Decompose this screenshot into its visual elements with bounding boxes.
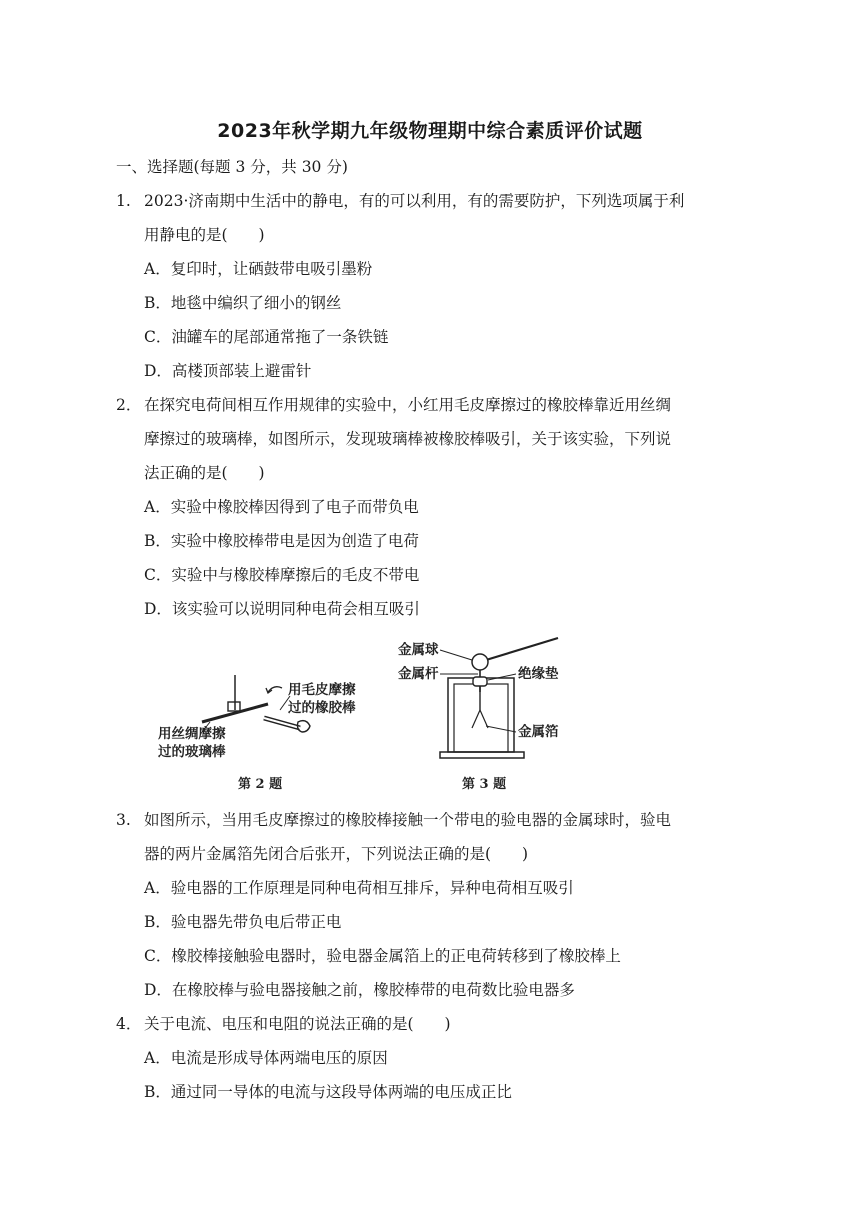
q2-option-a: A．实验中橡胶棒因得到了电子而带负电	[144, 498, 419, 516]
q1-option-d: D．高楼顶部装上避雷针	[144, 362, 312, 380]
rubber-rod-highlight	[264, 718, 300, 728]
label-insulating-pad: 绝缘垫	[518, 666, 559, 682]
metal-ball	[472, 654, 488, 670]
figure-2	[158, 675, 356, 792]
q3-stem-line2: 器的两片金属箔先闭合后张开，下列说法正确的是( )	[144, 845, 529, 863]
q2-number: 2．	[116, 396, 142, 414]
q4-stem-line1: 关于电流、电压和电阻的说法正确的是( )	[144, 1015, 451, 1033]
label-metal-rod: 金属杆	[398, 666, 439, 682]
q3-number: 3.	[116, 811, 131, 829]
section-heading: 一、选择题(每题 3 分，共 30 分)	[116, 158, 348, 176]
q2-stem-line2: 摩擦过的玻璃棒，如图所示，发现玻璃棒被橡胶棒吸引，关于该实验，下列说	[144, 430, 672, 448]
touching-rod	[486, 638, 558, 660]
q1-number: 1.	[116, 192, 131, 210]
q1-option-b: B．地毯中编织了细小的钢丝	[144, 294, 342, 312]
exam-title: 2023年秋学期九年级物理期中综合素质评价试题	[217, 120, 643, 142]
q3-option-a: A．验电器的工作原理是同种电荷相互排斥，异种电荷相互吸引	[144, 879, 574, 897]
q4-number: 4．	[116, 1015, 142, 1033]
q1-stem-line2: 用静电的是( )	[144, 226, 265, 244]
pad-label-leader	[488, 674, 516, 680]
label-rubber-line2: 过的橡胶棒	[288, 700, 356, 716]
figures-svg	[140, 630, 740, 800]
label-glass-line2: 过的玻璃棒	[158, 744, 226, 760]
q3-stem-line1: 如图所示，当用毛皮摩擦过的橡胶棒接触一个带电的验电器的金属球时，验电	[144, 811, 672, 829]
foil-label-leader	[486, 726, 516, 732]
insulating-pad	[473, 677, 487, 686]
label-glass-line1: 用丝绸摩擦	[158, 726, 226, 742]
electroscope-frame	[448, 678, 514, 752]
q2-option-b: B．实验中橡胶棒带电是因为创造了电荷	[144, 532, 419, 550]
q2-option-d: D．该实验可以说明同种电荷会相互吸引	[144, 600, 420, 618]
metal-foil-left	[472, 710, 480, 728]
metal-foil-right	[480, 710, 488, 728]
q2-stem-line3: 法正确的是( )	[144, 464, 265, 482]
q2-stem-line1: 在探究电荷间相互作用规律的实验中，小红用毛皮摩擦过的橡胶棒靠近用丝绸	[144, 396, 672, 414]
q3-option-d: D．在橡胶棒与验电器接触之前，橡胶棒带的电荷数比验电器多	[144, 981, 575, 999]
q4-option-a: A．电流是形成导体两端电压的原因	[144, 1049, 388, 1067]
label-metal-ball: 金属球	[398, 642, 439, 658]
figure-2-caption: 第 2 题	[238, 777, 283, 792]
figure-3	[398, 638, 559, 792]
q3-option-b: B．验电器先带负电后带正电	[144, 913, 342, 931]
q1-stem-line1: 2023·济南期中生活中的静电，有的可以利用，有的需要防护，下列选项属于利	[144, 192, 685, 210]
electroscope-base	[440, 752, 524, 758]
ball-label-leader	[440, 650, 472, 660]
label-metal-foil: 金属箔	[518, 724, 559, 740]
q4-option-b: B．通过同一导体的电流与这段导体两端的电压成正比	[144, 1083, 512, 1101]
q3-option-c: C．橡胶棒接触验电器时，验电器金属箔上的正电荷转移到了橡胶棒上	[144, 947, 621, 965]
q1-option-c: C．油罐车的尾部通常拖了一条铁链	[144, 328, 389, 346]
q1-option-a: A．复印时，让硒鼓带电吸引墨粉	[144, 260, 373, 278]
rod-holder	[228, 702, 240, 711]
figure-3-caption: 第 3 题	[462, 777, 507, 792]
label-rubber-line1: 用毛皮摩擦	[288, 682, 356, 698]
electroscope-frame-inner	[454, 684, 508, 752]
q2-option-c: C．实验中与橡胶棒摩擦后的毛皮不带电	[144, 566, 420, 584]
figures-row	[140, 630, 740, 800]
